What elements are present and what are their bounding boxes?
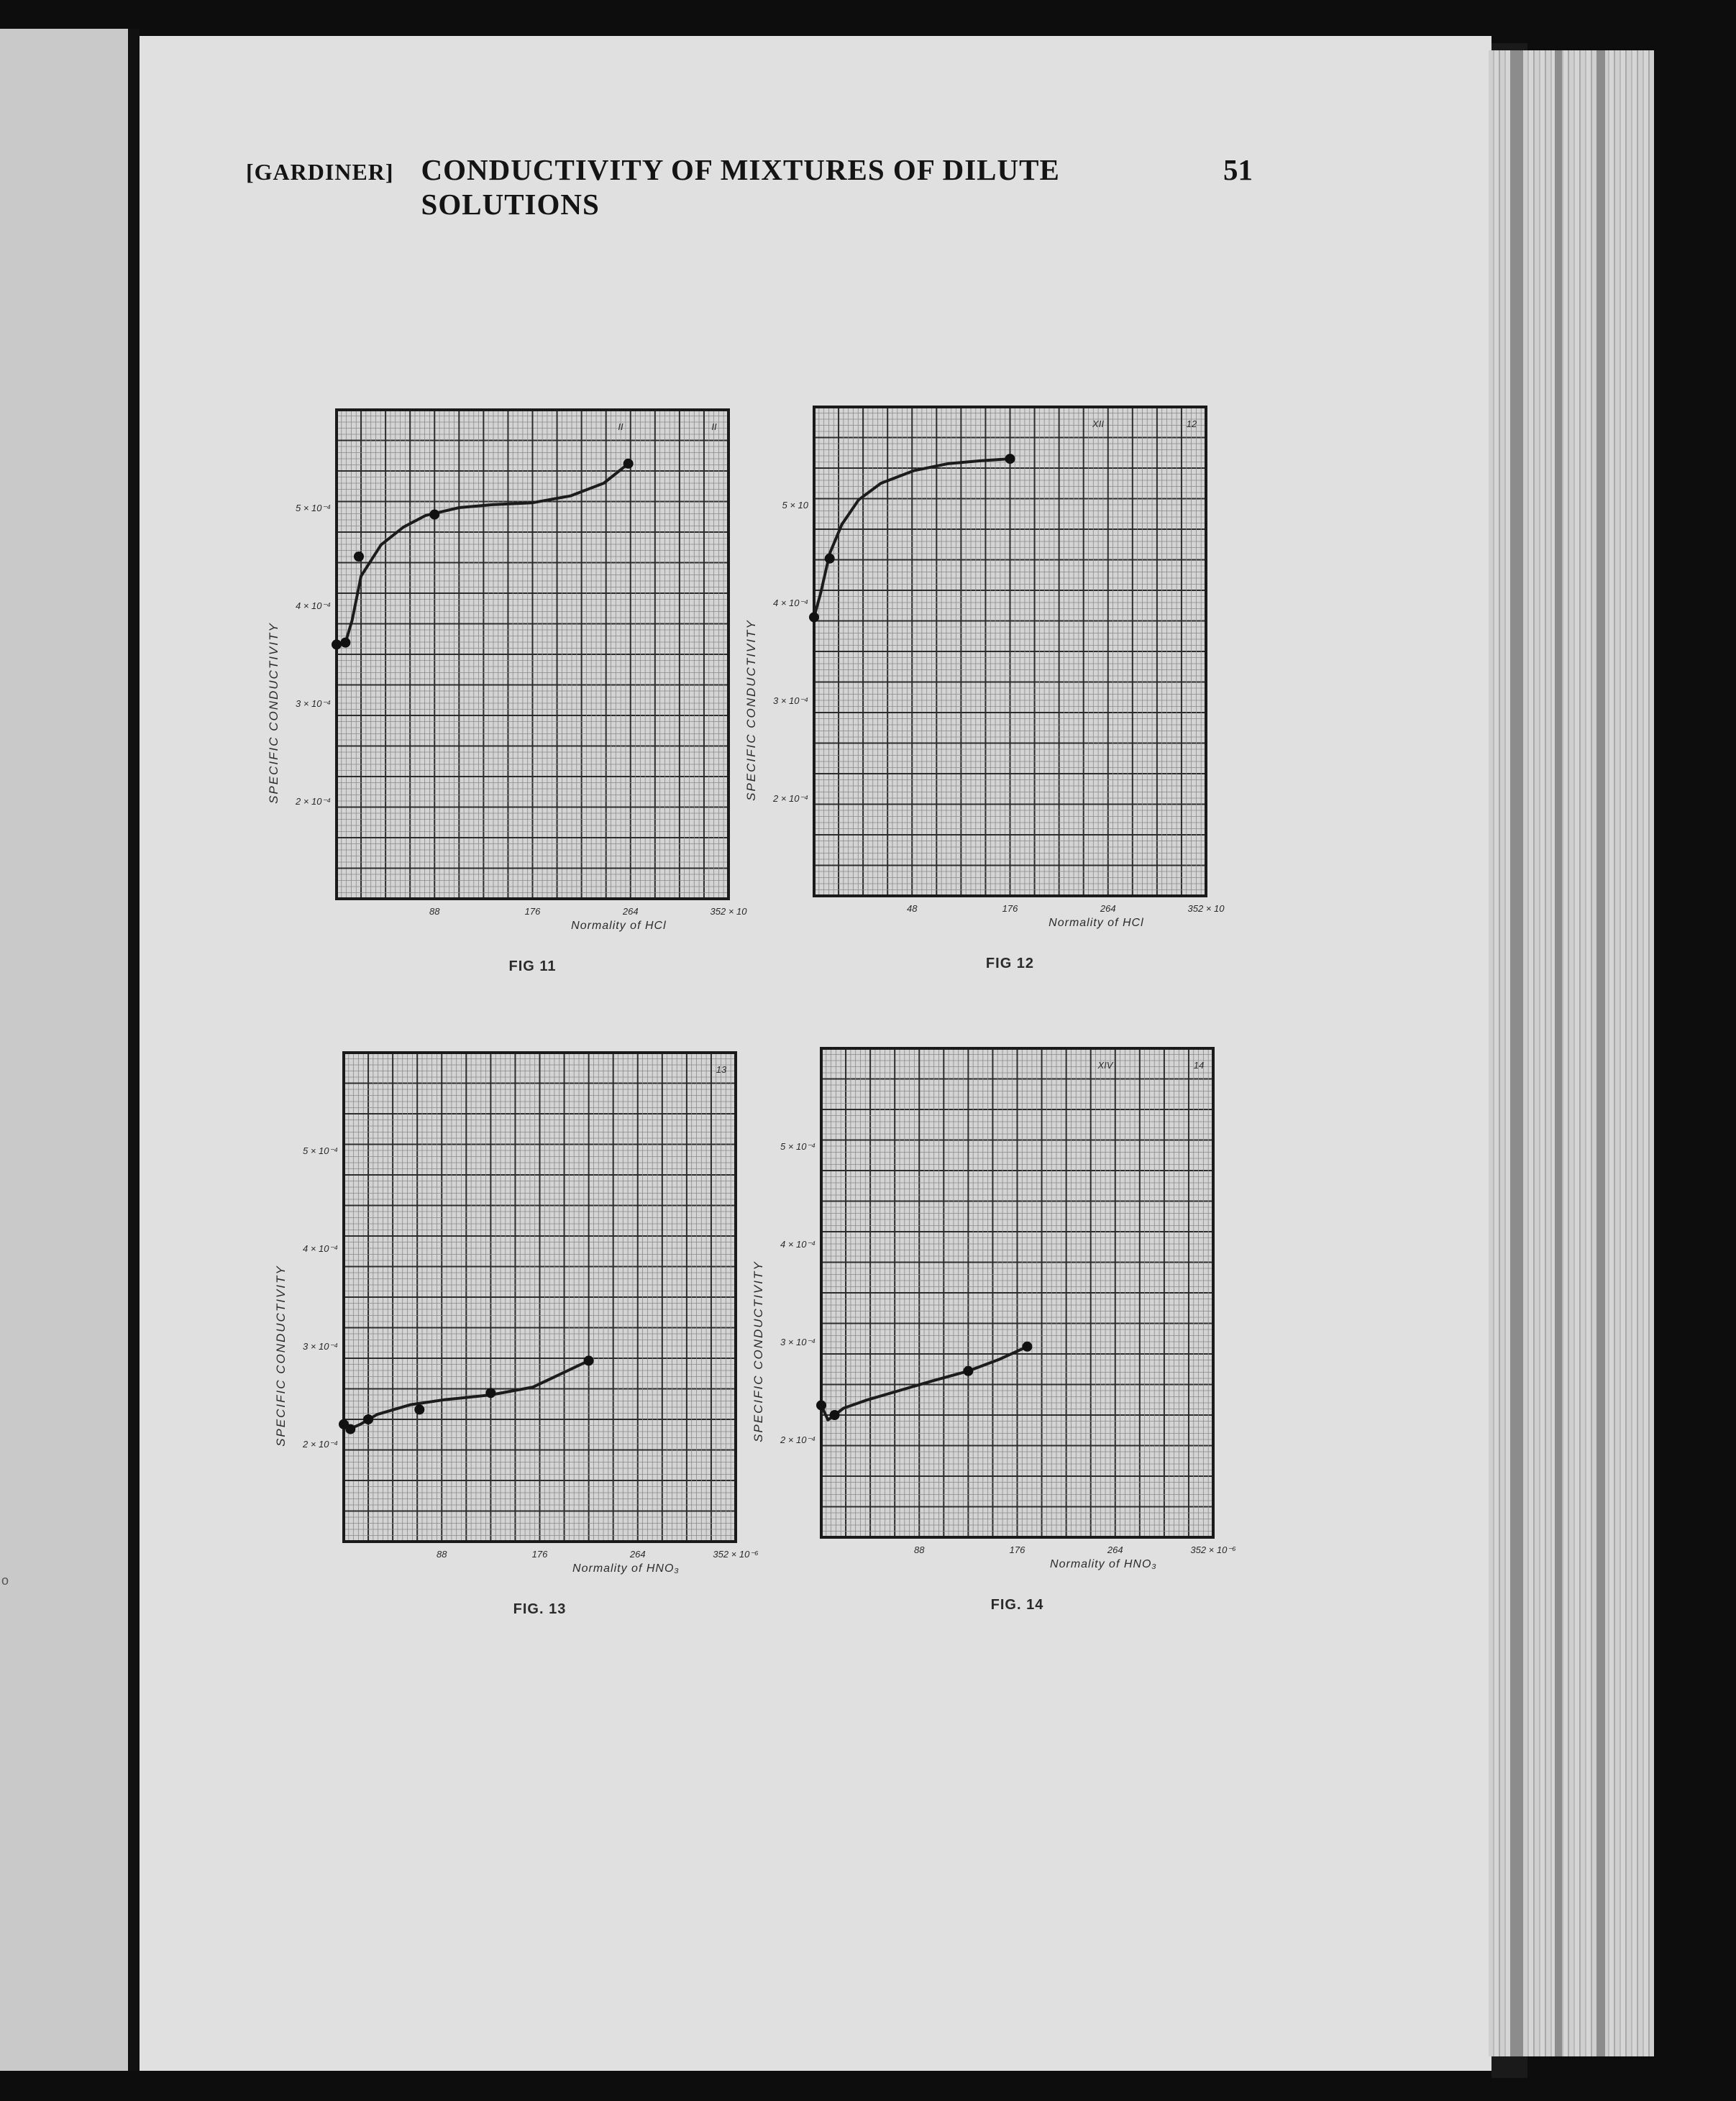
figure-corner-mark: II bbox=[618, 421, 623, 432]
y-tick-label: 2 × 10⁻⁴ bbox=[780, 1434, 816, 1445]
x-tick-label: 88 bbox=[914, 1544, 925, 1555]
x-tick-label: 352 × 10 bbox=[1187, 903, 1225, 914]
data-point bbox=[825, 554, 835, 564]
figure-13-chart bbox=[272, 1045, 804, 1635]
figure-14 bbox=[749, 1041, 1282, 1631]
data-point bbox=[429, 510, 439, 520]
figure-corner-mark: XII bbox=[1092, 418, 1104, 429]
running-header bbox=[246, 152, 1253, 221]
page-stack-edges bbox=[1489, 50, 1654, 2056]
figure-13 bbox=[272, 1045, 804, 1635]
y-axis-label: SPECIFIC CONDUCTIVITY bbox=[267, 622, 280, 804]
data-point bbox=[345, 1424, 355, 1434]
x-tick-label: 176 bbox=[1002, 903, 1018, 914]
data-point bbox=[485, 1388, 495, 1398]
y-tick-label: 5 × 10⁻⁴ bbox=[780, 1141, 816, 1152]
x-tick-label: 264 bbox=[1107, 1544, 1123, 1555]
x-tick-label: 264 bbox=[1100, 903, 1116, 914]
x-tick-label: 264 bbox=[629, 1549, 646, 1560]
y-tick-label: 5 × 10⁻⁴ bbox=[303, 1145, 338, 1156]
x-tick-label: 176 bbox=[524, 906, 541, 917]
x-tick-label: 352 × 10⁻⁶ bbox=[713, 1549, 759, 1560]
y-tick-label: 3 × 10⁻⁴ bbox=[780, 1337, 816, 1347]
y-axis-label: SPECIFIC CONDUCTIVITY bbox=[744, 619, 758, 801]
figure-caption: FIG. 14 bbox=[990, 1597, 1044, 1613]
y-axis-label: SPECIFIC CONDUCTIVITY bbox=[751, 1260, 765, 1442]
figure-caption: FIG 12 bbox=[985, 956, 1035, 971]
graph-paper-grid bbox=[814, 407, 1206, 896]
graph-paper-grid bbox=[821, 1048, 1213, 1537]
data-point bbox=[963, 1366, 973, 1376]
y-tick-label: 3 × 10⁻⁴ bbox=[773, 695, 808, 706]
data-point bbox=[1005, 454, 1015, 464]
x-tick-label: 176 bbox=[531, 1549, 548, 1560]
figure-12-chart bbox=[742, 400, 1274, 989]
data-point bbox=[414, 1404, 424, 1414]
y-tick-label: 4 × 10⁻⁴ bbox=[780, 1239, 816, 1250]
figure-14-chart bbox=[749, 1041, 1282, 1631]
graph-paper-grid bbox=[344, 1053, 736, 1542]
y-tick-label: 5 × 10⁻⁴ bbox=[296, 503, 331, 513]
y-tick-label: 3 × 10⁻⁴ bbox=[296, 698, 331, 709]
margin-fragment: o bbox=[1, 1573, 9, 1588]
book-gutter bbox=[128, 29, 140, 2071]
figure-caption: FIG 11 bbox=[508, 958, 557, 974]
header-author: [GARDINER] bbox=[246, 159, 394, 185]
data-point bbox=[830, 1410, 840, 1420]
figure-corner-mark: 13 bbox=[716, 1064, 727, 1075]
y-tick-label: 2 × 10⁻⁴ bbox=[296, 796, 331, 807]
y-tick-label: 4 × 10⁻⁴ bbox=[773, 598, 808, 608]
figure-corner-mark: XIV bbox=[1097, 1060, 1113, 1071]
y-tick-label: 2 × 10⁻⁴ bbox=[303, 1439, 338, 1450]
y-tick-label: 5 × 10 bbox=[782, 500, 808, 511]
x-tick-label: 264 bbox=[622, 906, 639, 917]
y-tick-label: 4 × 10⁻⁴ bbox=[296, 600, 331, 611]
y-tick-label: 4 × 10⁻⁴ bbox=[303, 1243, 338, 1254]
data-point bbox=[1022, 1342, 1032, 1352]
data-point bbox=[332, 639, 342, 649]
figure-caption: FIG. 13 bbox=[513, 1601, 567, 1617]
data-point bbox=[340, 638, 350, 648]
figure-corner-mark: 14 bbox=[1193, 1060, 1205, 1071]
x-tick-label: 352 × 10⁻⁶ bbox=[1190, 1544, 1236, 1555]
x-tick-label: 88 bbox=[437, 1549, 447, 1560]
figure-12 bbox=[742, 400, 1274, 989]
x-axis-label: Normality of HNO₃ bbox=[1050, 1558, 1157, 1570]
data-point bbox=[354, 551, 364, 562]
header-title: CONDUCTIVITY OF MIXTURES OF DILUTE SOLUTIONS bbox=[421, 153, 1060, 221]
page-number: 51 bbox=[1223, 153, 1253, 186]
figure-corner-mark: II bbox=[711, 421, 717, 432]
figure-11 bbox=[265, 403, 797, 992]
figure-corner-mark: 12 bbox=[1186, 418, 1197, 429]
previous-page-edge bbox=[0, 29, 128, 2071]
figure-11-chart bbox=[265, 403, 797, 992]
graph-paper-grid bbox=[337, 410, 728, 899]
data-point bbox=[363, 1414, 373, 1424]
data-point bbox=[816, 1400, 826, 1410]
x-tick-label: 176 bbox=[1009, 1544, 1025, 1555]
x-axis-label: Normality of HCl bbox=[1049, 917, 1144, 929]
data-point bbox=[623, 459, 634, 469]
x-tick-label: 48 bbox=[907, 903, 918, 914]
x-axis-label: Normality of HCl bbox=[571, 920, 667, 932]
data-point bbox=[809, 612, 819, 622]
data-point bbox=[584, 1355, 594, 1365]
y-tick-label: 3 × 10⁻⁴ bbox=[303, 1341, 338, 1352]
x-axis-label: Normality of HNO₃ bbox=[572, 1562, 680, 1575]
y-axis-label: SPECIFIC CONDUCTIVITY bbox=[274, 1265, 288, 1447]
y-tick-label: 2 × 10⁻⁴ bbox=[773, 793, 808, 804]
x-tick-label: 88 bbox=[429, 906, 440, 917]
x-tick-label: 352 × 10 bbox=[710, 906, 747, 917]
